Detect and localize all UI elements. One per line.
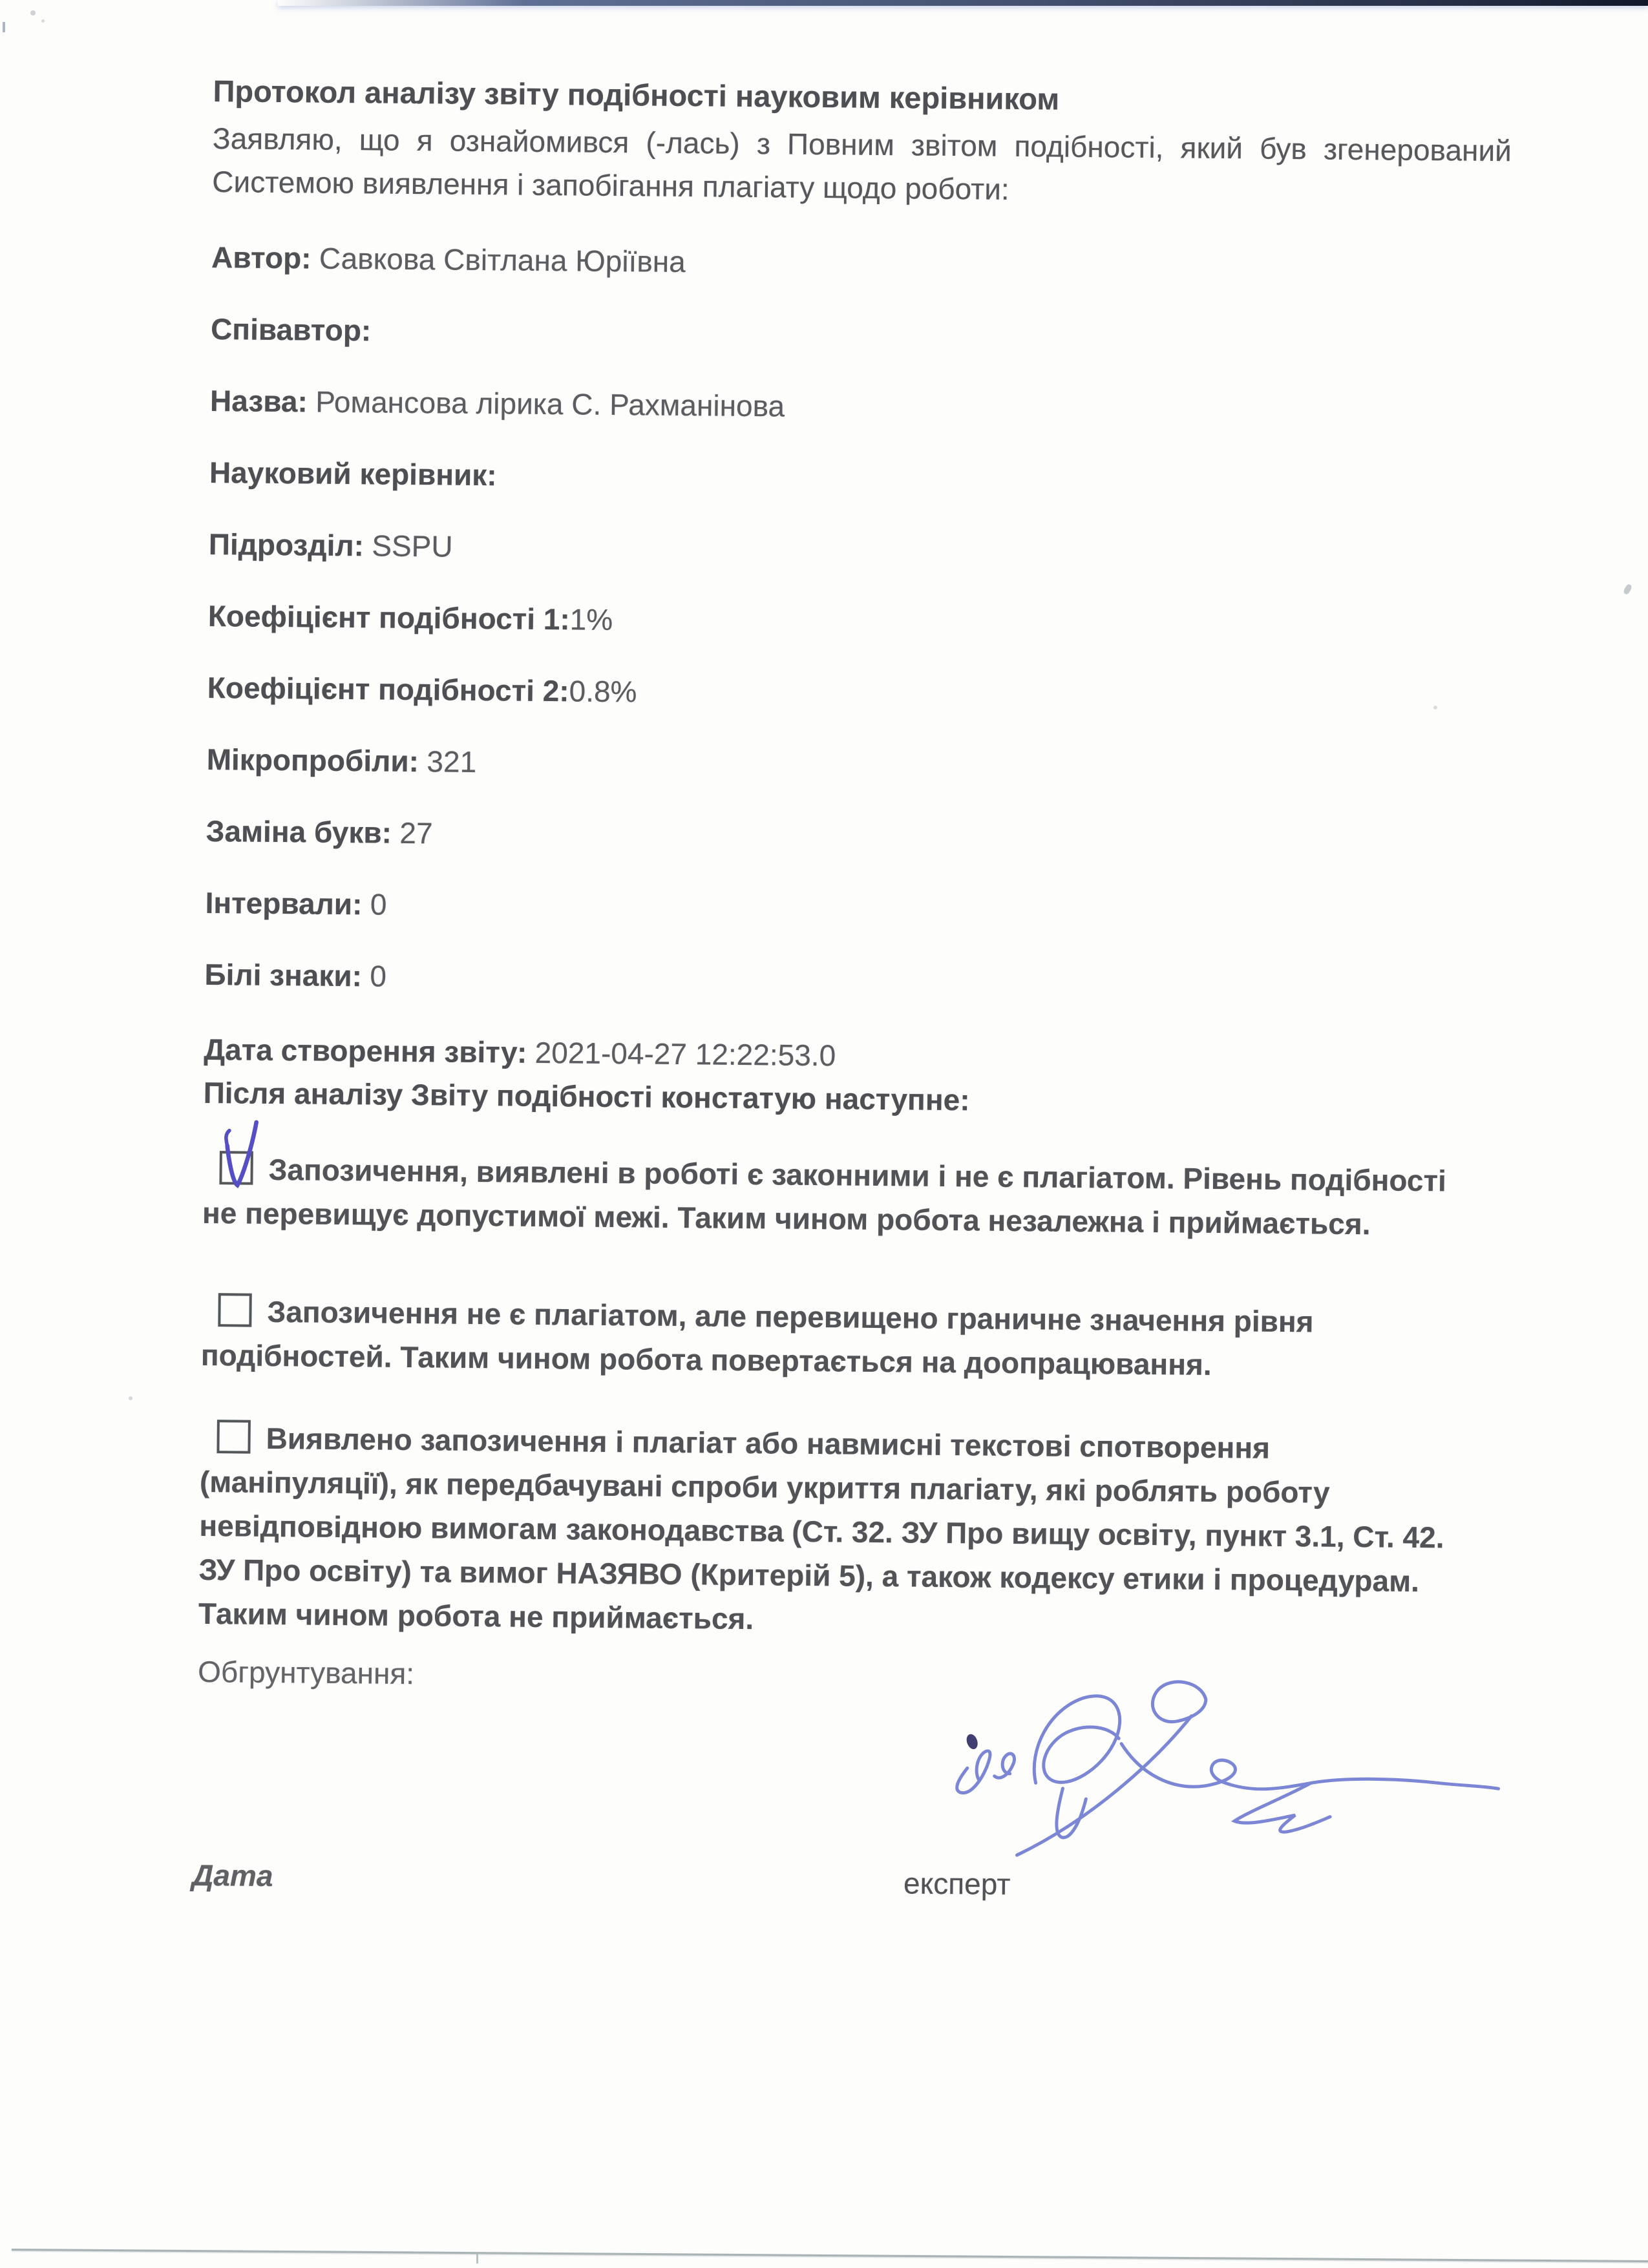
field-value: 27 xyxy=(399,815,433,850)
field-value: Романсова лірика С. Рахманінова xyxy=(315,384,785,423)
field-label: Науковий керівник: xyxy=(209,455,497,492)
intro-paragraph xyxy=(212,117,1512,216)
scan-speck xyxy=(30,10,36,16)
field-label: Автор: xyxy=(211,240,312,275)
date-label: Дата xyxy=(191,1858,273,1893)
option-text: Запозичення не є плагіатом, але перевищено граничне значення рівня подібностей. Таким чином робота повертається на доопрацювання. xyxy=(200,1294,1314,1381)
field-coauthor xyxy=(211,311,1545,360)
field-microspaces xyxy=(206,741,1541,790)
checkbox-plagiarism-detected xyxy=(217,1420,250,1453)
report-meta xyxy=(203,1028,1538,1128)
field-value: 1% xyxy=(569,602,613,636)
document-title: Протокол аналізу звіту подібності науковим керівником xyxy=(213,73,1060,116)
expert-signature xyxy=(933,1671,1516,1871)
scan-left-edge-mark xyxy=(3,22,5,32)
field-department xyxy=(209,526,1543,575)
field-intervals xyxy=(205,885,1539,934)
scan-page-edge-line xyxy=(12,2249,1648,2262)
field-label: Назва: xyxy=(209,383,308,419)
scan-top-edge-shadow xyxy=(278,0,1648,6)
scan-speck xyxy=(41,19,45,23)
checkbox-exceeds-threshold xyxy=(218,1293,251,1327)
scan-speck xyxy=(1623,583,1632,595)
field-supervisor xyxy=(209,454,1544,503)
field-label: Співавтор: xyxy=(210,311,372,348)
intro-line-2: Системою виявлення і запобігання плагіату щодо роботи: xyxy=(212,164,1009,206)
report-date-value: 2021-04-27 12:22:53.0 xyxy=(534,1035,836,1073)
field-value: 321 xyxy=(427,744,477,779)
field-value: 0.8% xyxy=(569,674,637,709)
field-author xyxy=(211,239,1546,288)
field-similarity-coefficient-2 xyxy=(207,669,1542,719)
field-label: Білі знаки: xyxy=(204,957,363,993)
field-label: Заміна букв: xyxy=(206,814,392,850)
field-white-signs xyxy=(204,956,1539,1005)
option-borrowings-legal xyxy=(202,1147,1537,1248)
field-label: Інтервали: xyxy=(205,885,363,921)
field-similarity-coefficient-1 xyxy=(208,598,1543,647)
scan-bottom-mark xyxy=(476,2252,478,2263)
field-value: 0 xyxy=(370,887,387,921)
expert-label: експерт xyxy=(903,1866,1011,1901)
after-analysis-statement: Після аналізу Звіту подібності констатую наступне: xyxy=(203,1075,970,1117)
option-exceeds-threshold xyxy=(201,1289,1536,1390)
field-label: Коефіцієнт подібності 2: xyxy=(207,670,569,708)
field-label: Підрозділ: xyxy=(208,527,364,563)
report-date-label: Дата створення звіту: xyxy=(204,1032,527,1069)
field-label: Коефіцієнт подібності 1: xyxy=(207,598,570,636)
field-value: 0 xyxy=(370,959,387,993)
field-value: SSPU xyxy=(372,529,453,563)
field-label: Мікропробіли: xyxy=(206,742,419,779)
option-text: Виявлено запозичення і плагіат або навмисні текстові спотворення (маніпуляції), як передбачувані спроби укриття плагіату, які роблять роботу невідповідною вимогам законодавства (Ст. 32. ЗУ Про вищу освіту, пункт 3.1, Ст. 42. ЗУ Про освіту) та вимог НАЗЯВО (Критерій 5), а також кодексу етики і процедурам. Таким чином робота не приймається. xyxy=(198,1421,1444,1636)
option-text: Запозичення, виявлені в роботі є законними і не є плагіатом. Рівень подібності не перевищує допустимої межі. Таким чином робота незалежна і приймається. xyxy=(202,1152,1447,1241)
field-title xyxy=(210,383,1545,432)
intro-line-1: Заявляю, що я ознайомився (-лась) з Повним звітом подібності, який був згенерований xyxy=(212,121,1512,168)
ink-blob xyxy=(965,1732,980,1750)
justification-label: Обгрунтування: xyxy=(197,1654,415,1691)
checkbox-borrowings-legal xyxy=(219,1151,253,1184)
document-content xyxy=(191,68,1548,1909)
pen-checkmark-icon xyxy=(217,1115,264,1195)
option-plagiarism-detected xyxy=(198,1416,1535,1648)
field-value: Савкова Світлана Юріївна xyxy=(319,241,686,279)
scan-speck xyxy=(129,1396,132,1400)
field-letter-substitution xyxy=(206,813,1540,862)
